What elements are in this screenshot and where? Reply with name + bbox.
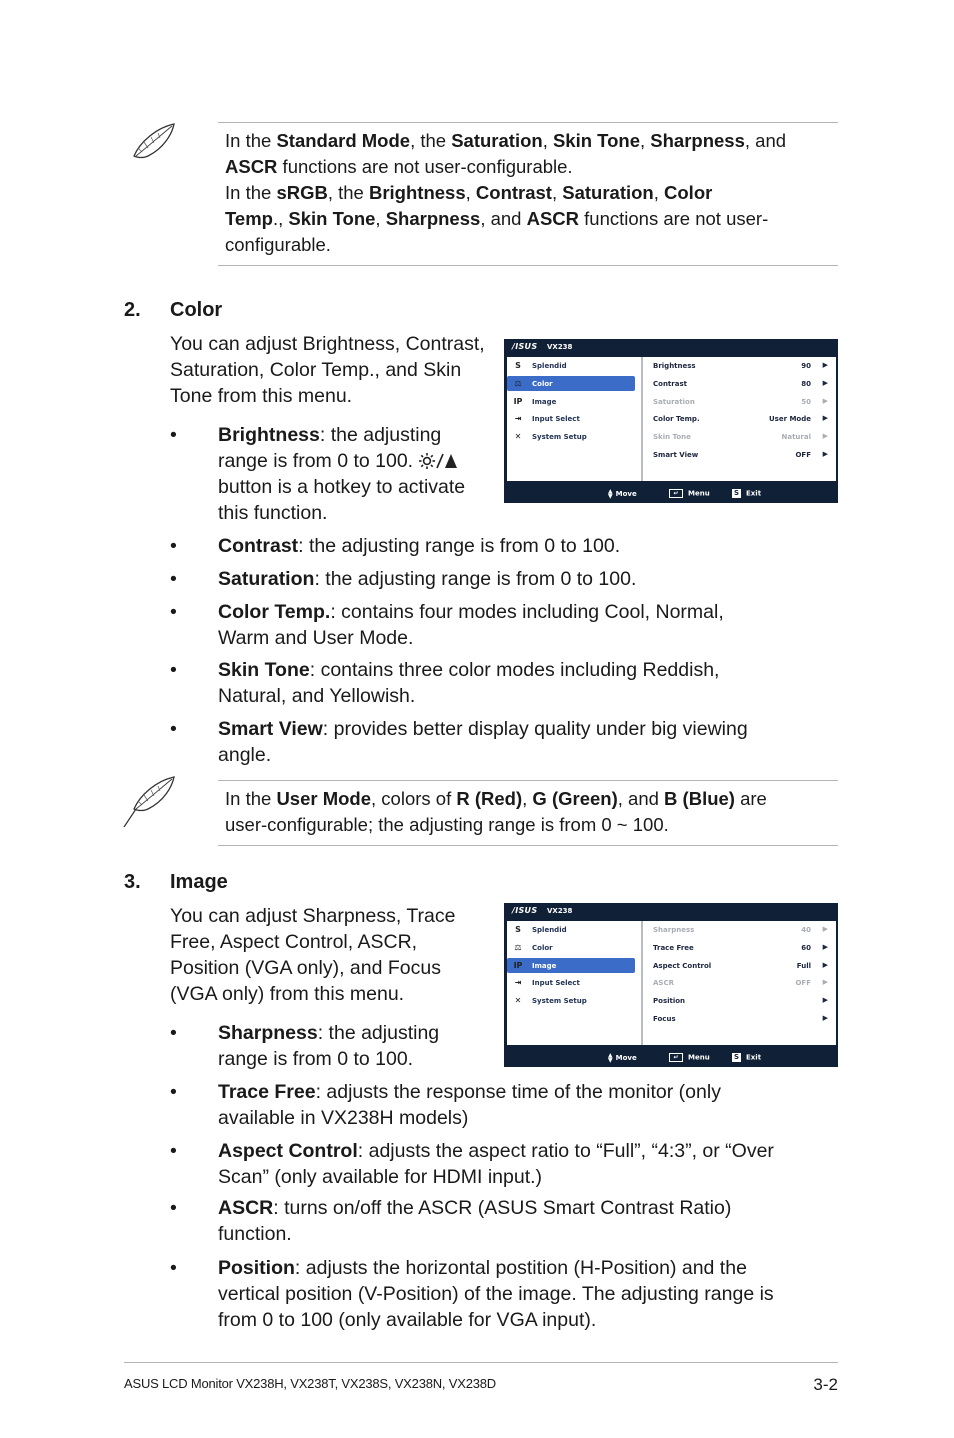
- osd-setting-value: Full: [796, 961, 811, 970]
- osd-setting-value: User Mode: [768, 415, 811, 424]
- osd-menu-item: [507, 376, 635, 391]
- osd-menu-label: System Setup: [532, 997, 587, 1006]
- chevron-right-icon: ▶: [822, 378, 828, 387]
- osd-setting-row: [653, 942, 833, 956]
- osd-menu-item: [507, 411, 635, 426]
- osd-menu-icon: S: [515, 925, 521, 934]
- osd-setting-label: Aspect Control: [653, 961, 712, 970]
- intro-line: You can adjust Brightness, Contrast,: [170, 333, 485, 355]
- chevron-right-icon: ▶: [822, 432, 828, 441]
- osd-setting-row: [653, 360, 833, 374]
- osd-move-key: ▲ ▼ Move: [608, 488, 637, 500]
- bullet-skin-tone: Skin Tone: contains three color modes including Reddish, Natural, and Yellowish.: [218, 659, 720, 707]
- bullet-dot: •: [170, 1081, 177, 1103]
- osd-setting-label: Smart View: [653, 451, 699, 459]
- section-intro: [170, 903, 455, 1007]
- note-user-mode: [225, 786, 825, 838]
- note2-line1: In the User Mode, colors of R (Red), G (Green), and B (Blue) are: [225, 788, 767, 809]
- osd-menu-label: Splendid: [532, 926, 567, 934]
- bullet-brightness: Brightness: the adjusting range is from 0 to 100. button is a hotkey to activate this function.: [218, 424, 466, 524]
- asus-logo: /ISUS: [512, 906, 538, 915]
- osd-menu-item: [507, 975, 635, 990]
- osd-setting-row: [653, 378, 833, 392]
- osd-setting-label: Color Temp.: [653, 415, 700, 424]
- bullet-color-temp: Color Temp.: contains four modes including Cool, Normal, Warm and User Mode.: [218, 601, 724, 649]
- osd-menu-label: Input Select: [532, 979, 580, 988]
- osd-setting-label: Position: [653, 997, 686, 1006]
- osd-setting-label: Saturation: [653, 397, 695, 406]
- osd-menu-label: Image: [532, 397, 557, 406]
- bullet-dot: •: [170, 659, 177, 681]
- osd-menu-item: [507, 429, 635, 444]
- bullet-smart-view: Smart View: provides better display quality under big viewing angle.: [218, 718, 748, 766]
- osd-menu-icon: ⇥: [514, 978, 522, 988]
- osd-setting-value: 40: [801, 926, 811, 934]
- note1-line4: Temp., Skin Tone, Sharpness, and ASCR functions are not user-: [225, 208, 769, 229]
- osd-menu-icon: ⇥: [514, 414, 522, 424]
- enter-icon: ↵: [669, 489, 683, 498]
- osd-menu-label: Splendid: [532, 362, 567, 370]
- osd-menu-label: Color: [532, 943, 553, 952]
- chevron-right-icon: ▶: [822, 1014, 828, 1022]
- osd-setting-label: Trace Free: [653, 943, 694, 952]
- osd-setting-label: Focus: [653, 1015, 676, 1023]
- section-intro: [170, 331, 485, 409]
- intro-line: (VGA only) from this menu.: [170, 983, 405, 1005]
- section-title: Color: [170, 299, 223, 321]
- chevron-right-icon: ▶: [822, 361, 828, 369]
- osd-menu-icon: S: [515, 361, 521, 370]
- osd-setting-row: [653, 449, 833, 463]
- osd-menu-icon: ✕: [514, 996, 522, 1006]
- osd-image-menu-screenshot: [504, 903, 838, 1067]
- chevron-right-icon: ▶: [822, 996, 828, 1005]
- intro-line: Free, Aspect Control, ASCR,: [170, 931, 418, 953]
- note-feather-icon: [122, 775, 178, 833]
- osd-setting-value: 60: [801, 943, 811, 952]
- asus-logo: /ISUS: [512, 342, 538, 351]
- osd-setting-row: [653, 1013, 833, 1027]
- note1-line2: ASCR functions are not user-configurable.: [225, 156, 573, 177]
- osd-setting-value: 90: [801, 362, 811, 370]
- section-number: 2.: [124, 299, 141, 321]
- osd-menu-icon: ⚖: [514, 378, 522, 388]
- section-number: 3.: [124, 871, 141, 893]
- bullet-trace-free: Trace Free: adjusts the response time of the monitor (only available in VX238H models): [218, 1081, 721, 1129]
- osd-menu-item: [507, 394, 635, 409]
- note1-line5: configurable.: [225, 234, 331, 255]
- osd-menu-label: Image: [532, 961, 557, 970]
- osd-setting-row: [653, 960, 833, 974]
- up-down-arrow-icon: ▲ ▼: [608, 488, 613, 500]
- osd-menu-item: [507, 958, 635, 973]
- osd-setting-label: Sharpness: [653, 926, 695, 934]
- chevron-right-icon: ▶: [822, 978, 828, 987]
- osd-setting-label: Skin Tone: [653, 433, 691, 442]
- osd-menu-label: System Setup: [532, 433, 587, 442]
- osd-menu-key: ↵ Menu: [669, 1053, 710, 1062]
- bullet-dot: •: [170, 568, 177, 590]
- bullet-dot: •: [170, 1257, 177, 1279]
- osd-key-bar: [504, 1047, 838, 1067]
- bullet-dot: •: [170, 601, 177, 623]
- note-bottom-rule: [218, 845, 838, 846]
- note-top-rule: [218, 122, 838, 123]
- bullet-aspect-control: Aspect Control: adjusts the aspect ratio to “Full”, “4:3”, or “Over Scan” (only available for HDMI input.): [218, 1140, 774, 1188]
- bullet-ascr: ASCR: turns on/off the ASCR (ASUS Smart Contrast Ratio) function.: [218, 1197, 732, 1245]
- osd-model-label: VX238: [547, 907, 573, 915]
- osd-setting-value: OFF: [795, 451, 811, 459]
- osd-menu-item: [507, 358, 635, 373]
- osd-key-bar: [504, 483, 838, 503]
- chevron-right-icon: ▶: [822, 396, 828, 405]
- osd-exit-key: S Exit: [733, 489, 762, 498]
- osd-setting-row: [653, 396, 833, 410]
- bullet-dot: •: [170, 1022, 177, 1044]
- osd-setting-row: [653, 977, 833, 991]
- enter-icon: ↵: [669, 1053, 683, 1062]
- note2-line2: user-configurable; the adjusting range is from 0 ~ 100.: [225, 814, 669, 835]
- osd-exit-key: S Exit: [733, 1053, 762, 1062]
- osd-setting-label: Brightness: [653, 362, 696, 370]
- osd-title-bar: [504, 903, 838, 919]
- bullet-dot: •: [170, 718, 177, 740]
- footer-title: ASUS LCD Monitor VX238H, VX238T, VX238S, VX238N, VX238D: [124, 1376, 496, 1391]
- note1-line3: In the sRGB, the Brightness, Contrast, Saturation, Color: [225, 182, 713, 203]
- bullet-saturation: Saturation: the adjusting range is from 0 to 100.: [218, 568, 637, 590]
- osd-menu-icon: ✕: [514, 432, 522, 442]
- note-top-rule: [218, 780, 838, 781]
- osd-setting-value: Natural: [781, 433, 811, 442]
- chevron-right-icon: ▶: [822, 960, 828, 969]
- osd-menu-item: [507, 922, 635, 937]
- osd-menu-icon: ⚖: [514, 942, 522, 952]
- osd-setting-value: 50: [801, 397, 811, 406]
- brightness-hotkey-icon: [419, 452, 459, 470]
- bullet-dot: •: [170, 424, 177, 446]
- osd-menu-label: Input Select: [532, 415, 580, 424]
- osd-color-menu-screenshot: [504, 339, 838, 503]
- osd-setting-label: ASCR: [653, 979, 674, 988]
- chevron-right-icon: ▶: [822, 414, 828, 423]
- intro-line: Tone from this menu.: [170, 385, 353, 407]
- osd-menu-item: [507, 993, 635, 1008]
- osd-menu-label: Color: [532, 379, 553, 388]
- chevron-right-icon: ▶: [822, 925, 828, 933]
- chevron-right-icon: ▶: [822, 942, 828, 951]
- osd-model-label: VX238: [547, 343, 573, 351]
- page-number: 3-2: [813, 1375, 838, 1394]
- intro-line: Saturation, Color Temp., and Skin: [170, 359, 462, 381]
- bullet-dot: •: [170, 1197, 177, 1219]
- osd-setting-row: [653, 413, 833, 427]
- note1-line1: In the Standard Mode, the Saturation, Skin Tone, Sharpness, and: [225, 130, 787, 151]
- bullet-dot: •: [170, 535, 177, 557]
- osd-setting-row: [653, 431, 833, 445]
- osd-menu-item: [507, 940, 635, 955]
- osd-move-key: ▲ ▼ Move: [608, 1052, 637, 1064]
- chevron-right-icon: ▶: [822, 450, 828, 458]
- up-down-arrow-icon: ▲ ▼: [608, 1052, 613, 1064]
- osd-title-bar: [504, 339, 838, 355]
- footer-rule: [124, 1362, 838, 1363]
- osd-setting-row: [653, 924, 833, 938]
- note-feather-icon: [122, 122, 178, 180]
- bullet-position: Position: adjusts the horizontal postition (H-Position) and the vertical position (V-Position) of the image. The adjusting range is from 0 to 100 (only available for VGA input).: [218, 1257, 774, 1331]
- osd-menu-icon: IP: [513, 396, 523, 406]
- bullet-contrast: Contrast: the adjusting range is from 0 to 100.: [218, 535, 621, 557]
- intro-line: Position (VGA only), and Focus: [170, 957, 441, 979]
- osd-setting-value: 80: [801, 379, 811, 388]
- bullet-sharpness: Sharpness: the adjusting range is from 0 to 100.: [218, 1022, 440, 1070]
- bullet-dot: •: [170, 1140, 177, 1162]
- intro-line: You can adjust Sharpness, Trace: [170, 905, 456, 927]
- note-standard-mode: [225, 128, 825, 258]
- osd-setting-label: Contrast: [653, 379, 687, 388]
- osd-setting-row: [653, 995, 833, 1009]
- note-bottom-rule: [218, 265, 838, 266]
- osd-menu-key: ↵ Menu: [669, 489, 710, 498]
- osd-menu-icon: IP: [513, 960, 523, 970]
- osd-setting-value: OFF: [795, 979, 811, 988]
- section-title: Image: [170, 871, 228, 893]
- exit-icon: S: [733, 1053, 740, 1061]
- exit-icon: S: [733, 489, 740, 497]
